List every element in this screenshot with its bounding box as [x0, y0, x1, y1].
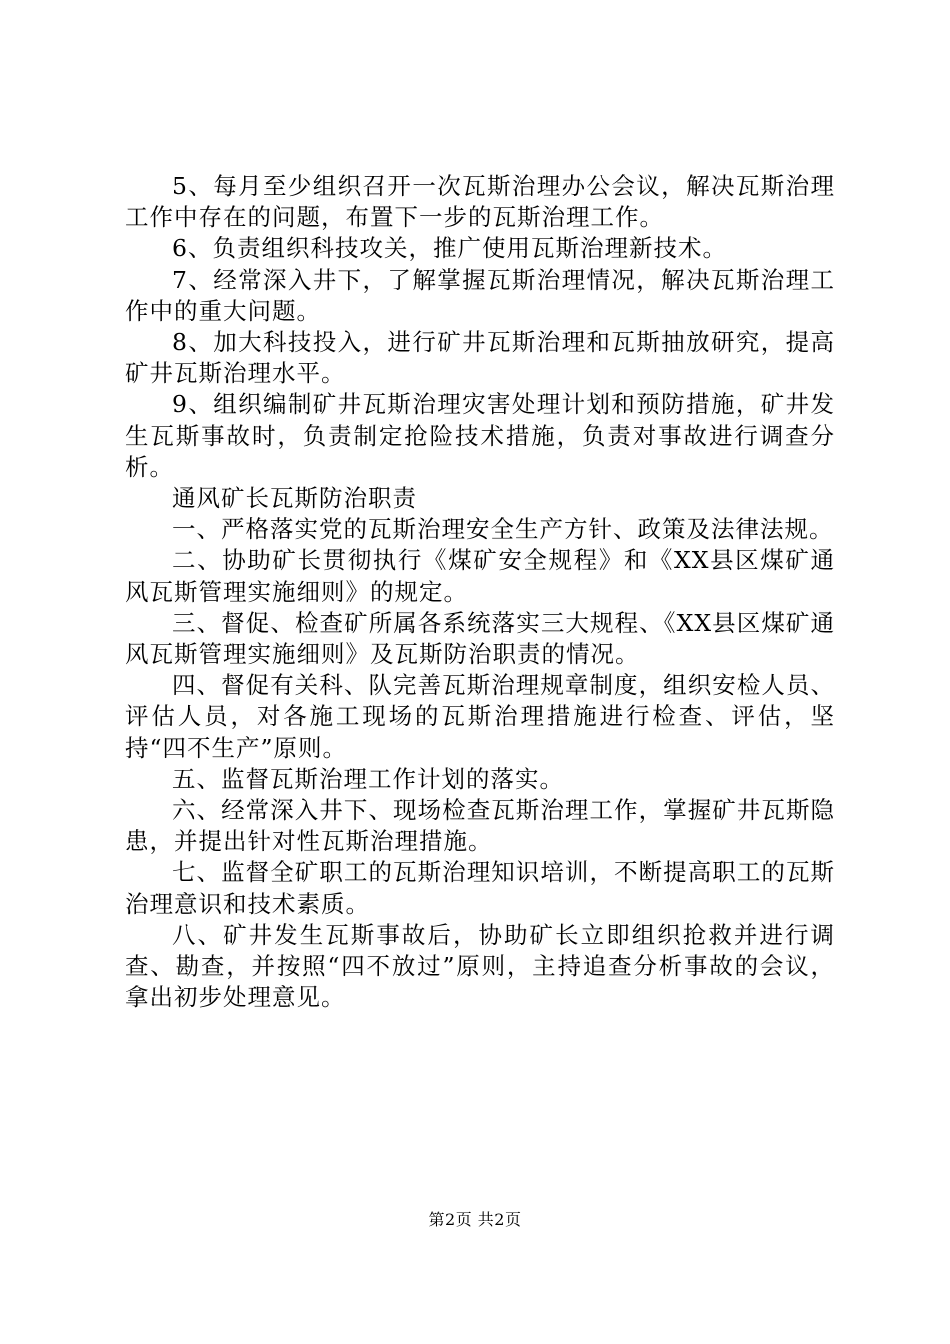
- duty-item-1: 一、严格落实党的瓦斯治理安全生产方针、政策及法律法规。: [172, 515, 834, 544]
- section-heading: 通风矿长瓦斯防治职责: [172, 484, 417, 513]
- duty-item-4: 四、督促有关科、队完善瓦斯治理规章制度，组织安检人员、评估人员，对各施工现场的瓦斯治理措施进行检查、评估，坚持“四不生产”原则。: [125, 671, 835, 762]
- paragraph-item-7: 7、经常深入井下，了解掌握瓦斯治理情况，解决瓦斯治理工作中的重大问题。: [125, 265, 835, 325]
- paragraph-item-6: 6、负责组织科技攻关，推广使用瓦斯治理新技术。: [172, 234, 727, 263]
- duty-item-7: 七、监督全矿职工的瓦斯治理知识培训，不断提高职工的瓦斯治理意识和技术素质。: [125, 858, 835, 918]
- duty-item-2: 二、协助矿长贯彻执行《煤矿安全规程》和《XX县区煤矿通风瓦斯管理实施细则》的规定。: [125, 546, 835, 606]
- paragraph-item-8: 8、加大科技投入，进行矿井瓦斯治理和瓦斯抽放研究，提高矿井瓦斯治理水平。: [125, 328, 835, 388]
- duty-item-6: 六、经常深入井下、现场检查瓦斯治理工作，掌握矿井瓦斯隐患，并提出针对性瓦斯治理措施。: [125, 796, 835, 856]
- duty-item-8: 八、矿井发生瓦斯事故后，协助矿长立即组织抢救并进行调查、勘查，并按照“四不放过”原则，主持追查分析事故的会议，拿出初步处理意见。: [125, 920, 835, 1012]
- document-body: [125, 171, 835, 1013]
- duty-item-3: 三、督促、检查矿所属各系统落实三大规程、《XX县区煤矿通风瓦斯管理实施细则》及瓦斯防治职责的情况。: [125, 608, 835, 669]
- duty-item-5: 五、监督瓦斯治理工作计划的落实。: [172, 764, 564, 793]
- paragraph-item-9: 9、组织编制矿井瓦斯治理灾害处理计划和预防措施，矿井发生瓦斯事故时，负责制定抢险技术措施，负责对事故进行调查分析。: [125, 390, 835, 481]
- paragraph-item-5: 5、每月至少组织召开一次瓦斯治理办公会议，解决瓦斯治理工作中存在的问题，布置下一步的瓦斯治理工作。: [125, 172, 835, 232]
- page-number-footer: 第2页 共2页: [428, 1210, 522, 1229]
